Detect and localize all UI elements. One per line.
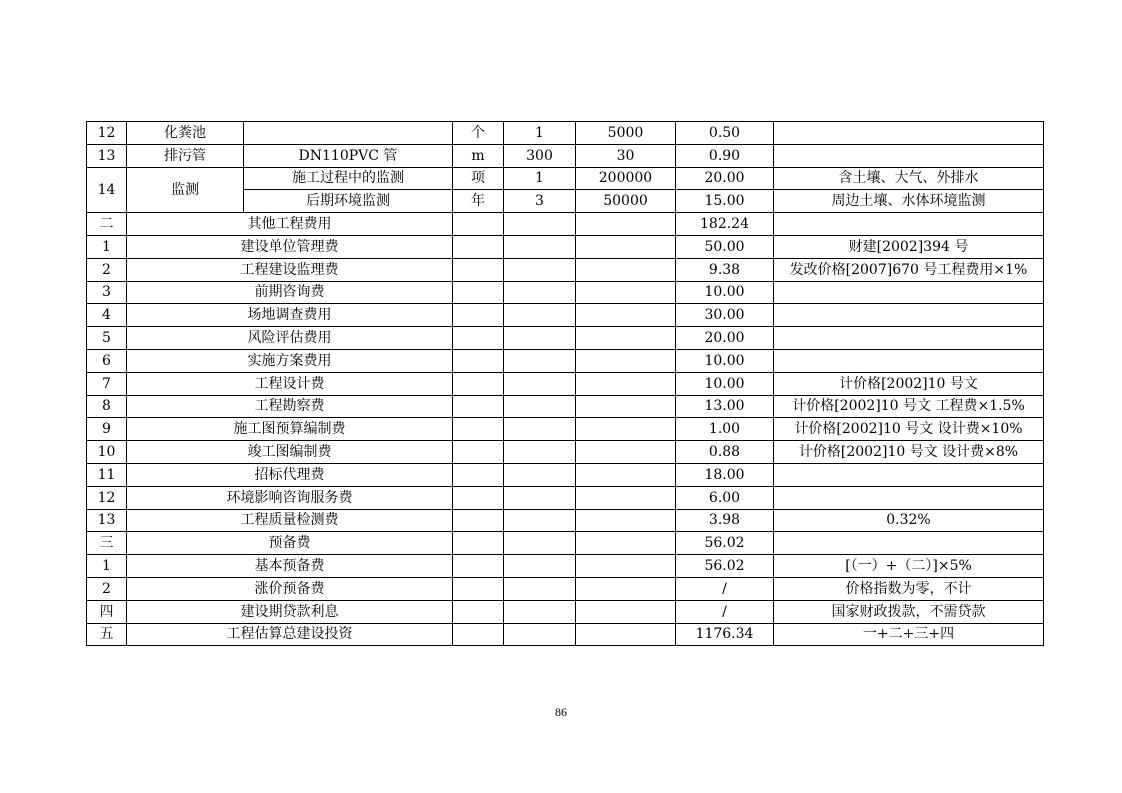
cell-no: 12: [87, 122, 127, 145]
cell-note: 发改价格[2007]670 号工程费用×1%: [774, 258, 1044, 281]
cell-price: [576, 349, 676, 372]
cell-qty: [504, 281, 576, 304]
cell-name: 化粪池: [127, 122, 244, 145]
cell-note: 国家财政拨款，不需贷款: [774, 600, 1044, 623]
cell-note: 0.32%: [774, 509, 1044, 532]
table-row: [87, 623, 1044, 646]
cell-qty: [504, 623, 576, 646]
cell-amount: 182.24: [676, 213, 774, 236]
cell-no: 3: [87, 281, 127, 304]
cell-price: [576, 304, 676, 327]
cell-no: 13: [87, 509, 127, 532]
cell-name: 竣工图编制费: [127, 441, 453, 464]
cell-qty: [504, 418, 576, 441]
cell-unit: [453, 327, 504, 350]
table-row: [87, 577, 1044, 600]
cell-unit: [453, 235, 504, 258]
cell-note: [774, 281, 1044, 304]
cell-name: 建设期贷款利息: [127, 600, 453, 623]
cell-name: 工程估算总建设投资: [127, 623, 453, 646]
cell-name: 工程设计费: [127, 372, 453, 395]
table-row: [87, 327, 1044, 350]
cell-unit: [453, 281, 504, 304]
cell-price: [576, 235, 676, 258]
cell-unit: [453, 555, 504, 578]
cell-qty: 300: [504, 144, 576, 167]
cell-amount: 3.98: [676, 509, 774, 532]
cell-amount: 10.00: [676, 349, 774, 372]
cell-spec: 后期环境监测: [244, 190, 453, 213]
cell-no: 四: [87, 600, 127, 623]
cell-qty: [504, 577, 576, 600]
cell-no: 4: [87, 304, 127, 327]
cell-price: [576, 486, 676, 509]
table-row: [87, 304, 1044, 327]
cell-amount: 20.00: [676, 167, 774, 190]
cell-price: [576, 213, 676, 236]
table-body: [87, 122, 1044, 646]
cell-qty: [504, 327, 576, 350]
cell-amount: 13.00: [676, 395, 774, 418]
table-row: [87, 486, 1044, 509]
cell-price: 50000: [576, 190, 676, 213]
cell-name: 监测: [127, 167, 244, 213]
cell-price: [576, 532, 676, 555]
cell-name: 风险评估费用: [127, 327, 453, 350]
cell-unit: [453, 349, 504, 372]
cell-note: [774, 213, 1044, 236]
cell-amount: 6.00: [676, 486, 774, 509]
cell-qty: [504, 235, 576, 258]
table-row: [87, 509, 1044, 532]
cell-no: 三: [87, 532, 127, 555]
cell-unit: [453, 258, 504, 281]
cell-price: 5000: [576, 122, 676, 145]
cell-note: [774, 463, 1044, 486]
cell-price: [576, 463, 676, 486]
cell-qty: [504, 600, 576, 623]
cell-price: [576, 577, 676, 600]
cell-unit: m: [453, 144, 504, 167]
cell-name: 工程建设监理费: [127, 258, 453, 281]
cell-no: 1: [87, 555, 127, 578]
cell-note: [774, 532, 1044, 555]
cell-unit: [453, 418, 504, 441]
cell-amount: 15.00: [676, 190, 774, 213]
cell-no: 5: [87, 327, 127, 350]
cell-note: 财建[2002]394 号: [774, 235, 1044, 258]
cell-amount: 20.00: [676, 327, 774, 350]
cell-price: [576, 418, 676, 441]
cell-note: 计价格[2002]10 号文 工程费×1.5%: [774, 395, 1044, 418]
cell-note: [774, 122, 1044, 145]
cell-qty: [504, 349, 576, 372]
cell-unit: [453, 441, 504, 464]
table-row: [87, 122, 1044, 145]
cell-name: 工程勘察费: [127, 395, 453, 418]
cell-qty: [504, 395, 576, 418]
cell-price: [576, 600, 676, 623]
cell-amount: 0.88: [676, 441, 774, 464]
cell-unit: 年: [453, 190, 504, 213]
cell-unit: [453, 463, 504, 486]
table-row: [87, 463, 1044, 486]
cell-no: 2: [87, 577, 127, 600]
cell-price: [576, 327, 676, 350]
cell-qty: [504, 509, 576, 532]
cell-note: [774, 304, 1044, 327]
cell-no: 10: [87, 441, 127, 464]
cell-name: 招标代理费: [127, 463, 453, 486]
cell-unit: [453, 372, 504, 395]
table-row: [87, 532, 1044, 555]
cell-amount: 50.00: [676, 235, 774, 258]
cell-name: 预备费: [127, 532, 453, 555]
cell-amount: 9.38: [676, 258, 774, 281]
cell-qty: [504, 213, 576, 236]
cell-name: 环境影响咨询服务费: [127, 486, 453, 509]
table-row: [87, 213, 1044, 236]
table-row: [87, 372, 1044, 395]
cell-qty: 3: [504, 190, 576, 213]
cell-price: [576, 509, 676, 532]
cell-qty: [504, 441, 576, 464]
cell-unit: [453, 623, 504, 646]
cell-amount: 10.00: [676, 281, 774, 304]
table-row: [87, 441, 1044, 464]
cell-qty: [504, 372, 576, 395]
cell-price: [576, 623, 676, 646]
table-row: [87, 144, 1044, 167]
cell-qty: 1: [504, 167, 576, 190]
cell-note: 价格指数为零，不计: [774, 577, 1044, 600]
cell-unit: [453, 395, 504, 418]
cell-unit: [453, 509, 504, 532]
cell-note: [774, 486, 1044, 509]
cell-no: 12: [87, 486, 127, 509]
cell-price: 200000: [576, 167, 676, 190]
cell-price: [576, 258, 676, 281]
cell-price: [576, 555, 676, 578]
cell-name: 施工图预算编制费: [127, 418, 453, 441]
cell-amount: 1.00: [676, 418, 774, 441]
cell-spec: 施工过程中的监测: [244, 167, 453, 190]
cell-note: 计价格[2002]10 号文 设计费×10%: [774, 418, 1044, 441]
cell-spec: DN110PVC 管: [244, 144, 453, 167]
cell-qty: [504, 486, 576, 509]
table-row: [87, 555, 1044, 578]
cell-note: [（一）+（二）]×5%: [774, 555, 1044, 578]
cell-price: 30: [576, 144, 676, 167]
cell-price: [576, 395, 676, 418]
cell-unit: [453, 532, 504, 555]
cell-name: 排污管: [127, 144, 244, 167]
cell-amount: /: [676, 600, 774, 623]
cell-name: 实施方案费用: [127, 349, 453, 372]
table-row: [87, 395, 1044, 418]
cell-unit: [453, 213, 504, 236]
cell-price: [576, 372, 676, 395]
cell-no: 11: [87, 463, 127, 486]
cell-no: 6: [87, 349, 127, 372]
cell-no: 五: [87, 623, 127, 646]
table-row: [87, 418, 1044, 441]
cell-name: 涨价预备费: [127, 577, 453, 600]
cell-unit: 项: [453, 167, 504, 190]
cell-name: 前期咨询费: [127, 281, 453, 304]
cell-price: [576, 281, 676, 304]
cell-note: [774, 349, 1044, 372]
cell-amount: 30.00: [676, 304, 774, 327]
table-row: [87, 600, 1044, 623]
cell-qty: [504, 258, 576, 281]
cell-amount: 0.50: [676, 122, 774, 145]
cell-amount: 1176.34: [676, 623, 774, 646]
cell-note: 含土壤、大气、外排水: [774, 167, 1044, 190]
cell-name: 其他工程费用: [127, 213, 453, 236]
table-row: [87, 235, 1044, 258]
cell-qty: [504, 532, 576, 555]
page-number: 86: [555, 705, 567, 719]
cell-amount: /: [676, 577, 774, 600]
cell-amount: 18.00: [676, 463, 774, 486]
cell-amount: 10.00: [676, 372, 774, 395]
cell-unit: [453, 600, 504, 623]
cell-note: [774, 327, 1044, 350]
cost-estimate-table: [86, 121, 1044, 646]
cell-name: 建设单位管理费: [127, 235, 453, 258]
cell-no: 8: [87, 395, 127, 418]
cell-unit: 个: [453, 122, 504, 145]
cell-qty: 1: [504, 122, 576, 145]
cell-qty: [504, 304, 576, 327]
cell-name: 工程质量检测费: [127, 509, 453, 532]
cell-no: 13: [87, 144, 127, 167]
cell-note: 一+二+三+四: [774, 623, 1044, 646]
cell-note: 计价格[2002]10 号文 设计费×8%: [774, 441, 1044, 464]
cell-qty: [504, 555, 576, 578]
cell-amount: 0.90: [676, 144, 774, 167]
cell-note: 周边土壤、水体环境监测: [774, 190, 1044, 213]
cell-name: 场地调查费用: [127, 304, 453, 327]
table-row: [87, 281, 1044, 304]
cell-no: 2: [87, 258, 127, 281]
cell-qty: [504, 463, 576, 486]
cell-amount: 56.02: [676, 555, 774, 578]
cell-unit: [453, 577, 504, 600]
cell-no: 14: [87, 167, 127, 213]
table-row: [87, 349, 1044, 372]
cell-spec: [244, 122, 453, 145]
cell-amount: 56.02: [676, 532, 774, 555]
cell-note: [774, 144, 1044, 167]
cell-no: 1: [87, 235, 127, 258]
table-row: [87, 258, 1044, 281]
cell-no: 7: [87, 372, 127, 395]
cell-unit: [453, 486, 504, 509]
cell-note: 计价格[2002]10 号文: [774, 372, 1044, 395]
cell-no: 二: [87, 213, 127, 236]
cell-price: [576, 441, 676, 464]
cell-name: 基本预备费: [127, 555, 453, 578]
table-row: [87, 167, 1044, 190]
cell-unit: [453, 304, 504, 327]
cell-no: 9: [87, 418, 127, 441]
